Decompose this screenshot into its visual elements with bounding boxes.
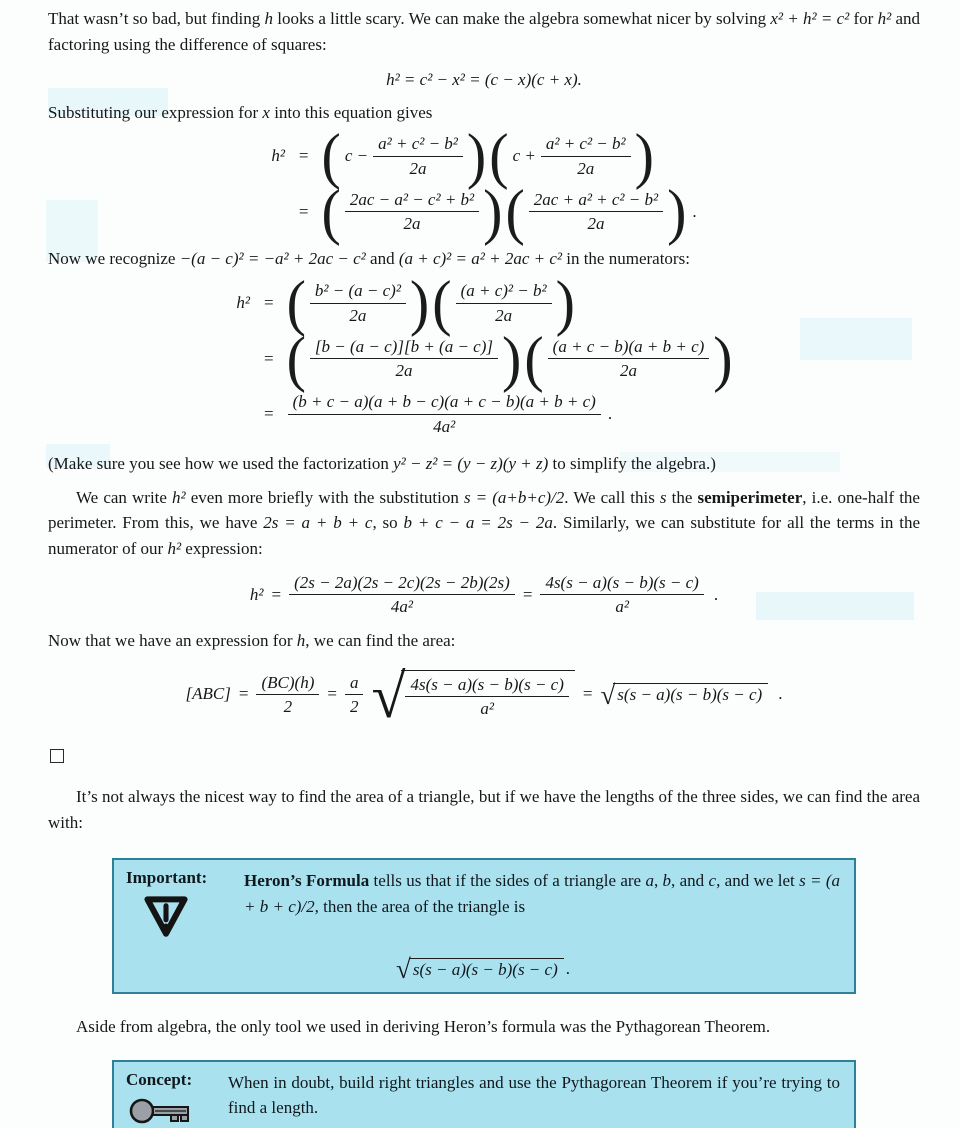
math-denominator: 2a <box>409 158 427 178</box>
math-denominator: 2 <box>283 696 293 716</box>
equals-sign: = <box>263 293 274 313</box>
math-numerator: a <box>345 672 364 695</box>
concept-box-grid <box>126 1070 840 1128</box>
math-numerator: (a + c − b)(a + b + c) <box>548 336 710 359</box>
math-denominator: 2a <box>577 158 595 178</box>
period: . <box>778 684 783 704</box>
math-numerator: a² + c² − b² <box>541 133 631 156</box>
important-box-grid <box>126 868 840 985</box>
math-fraction <box>405 674 568 720</box>
math-numerator: 4s(s − a)(s − b)(s − c) <box>540 572 703 595</box>
equals-sign: = <box>263 348 274 368</box>
math-numerator: (BC)(h) <box>256 672 319 695</box>
paragraph-substituting: Substituting our expression for x into this equation gives <box>48 102 433 122</box>
math-denominator: 2a <box>349 305 367 325</box>
math-fraction <box>529 189 663 235</box>
concept-box-left <box>126 1070 222 1128</box>
warning-icon <box>140 892 238 947</box>
period: . <box>692 201 697 221</box>
math-fraction <box>373 133 463 179</box>
paragraph-recognize: Now we recognize −(a − c)² = −a² + 2ac − c² and (a + c)² = a² + 2ac + c² in the numerators: <box>48 249 690 269</box>
radicand: s(s − a)(s − b)(s − c) <box>613 683 768 705</box>
math-fraction <box>310 280 406 326</box>
math-denominator: 2a <box>403 214 421 234</box>
equation-rhs: ( $\frac{\text{b² − (a − c)²}}{2a}$ ) ( $\frac{\text{(a + c)² − b²}}{2a}$ ) <box>286 267 575 338</box>
math-denominator: 2a <box>395 361 413 381</box>
paragraph-semiperimeter: We can write h² even more briefly with the substitution s = (a+b+c)/2. We call this s the semiperimeter, i.e. one-half the perimeter. From this, we have 2s = a + b + c, so b + c − a = 2s − 2a. Similarly, we can substitute for all the terms in the numerator of our h² expression: <box>48 487 920 559</box>
paragraph-heron-intro: It’s not always the nicest way to find the area of a triangle, but if we have the lengths of the three sides, we can find the area with: <box>48 787 920 833</box>
math-numerator: b² − (a − c)² <box>310 280 406 303</box>
math-denominator: a² <box>480 698 494 718</box>
equation-rhs: ( $\frac{[b - (a - c)][b + (a - c)]}{2a}$ ) ( $\frac{(a + c - b)(a + b + c)}{2a}$ ) <box>286 322 733 394</box>
math-numerator: a² + c² − b² <box>373 133 463 156</box>
period: . <box>565 958 570 978</box>
equation-difference-of-squares: h² = c² − x² = (c − x)(c + x). <box>386 69 582 89</box>
equals-sign: = <box>582 684 593 704</box>
equation-lhs: h² <box>249 584 264 604</box>
equals-sign: = <box>238 684 249 704</box>
square-root <box>396 954 564 985</box>
math-fraction <box>310 336 498 382</box>
equation-lhs: [ABC] <box>185 684 231 704</box>
key-icon <box>128 1096 222 1128</box>
equation-rhs: ( c − $\frac{\text{a² + c² − b²}}{2a}$ ) ( c + $\frac{\text{a² + c² − b²}}{2a}$ ) <box>321 120 654 191</box>
important-label: Important: <box>126 868 208 888</box>
equation-block-factoring <box>48 267 920 437</box>
equation-lhs: h² <box>236 293 250 313</box>
period: . <box>607 404 613 424</box>
math-denominator: 4a² <box>433 416 456 436</box>
radical-sign: √ <box>600 679 616 710</box>
math-fraction <box>345 189 479 235</box>
paragraph-intro: That wasn’t so bad, but finding h looks a little scary. We can make the algebra somewhat nicer by solving x² + h² = c² for h² and factoring using the difference of squares: <box>48 9 921 54</box>
math-denominator: 2a <box>495 305 513 325</box>
period: . <box>713 584 719 604</box>
math-numerator: 2ac − a² − c² + b² <box>345 189 479 212</box>
paragraph-area-intro: Now that we have an expression for h, we can find the area: <box>48 630 456 650</box>
equals-sign: = <box>298 146 309 166</box>
paragraph-factorization-note: (Make sure you see how we used the factorization y² − z² = (y − z)(y + z) to simplify the algebra.) <box>48 453 716 473</box>
math-numerator: (a + c)² − b² <box>456 280 552 303</box>
important-box-left <box>126 868 238 947</box>
math-numerator: 4s(s − a)(s − b)(s − c) <box>405 674 568 697</box>
square-root <box>371 663 574 732</box>
radicand: s(s − a)(s − b)(s − c) <box>409 958 564 980</box>
math-numerator: (2s − 2a)(2s − 2c)(2s − 2b)(2s) <box>289 572 515 595</box>
math-term: c − <box>344 146 369 166</box>
radicand <box>401 670 574 720</box>
equals-sign: = <box>271 584 282 604</box>
math-fraction <box>288 391 601 437</box>
math-fraction <box>256 672 319 718</box>
equation-block-substitution <box>48 120 920 247</box>
important-box <box>112 858 856 994</box>
equation-rhs <box>288 391 613 437</box>
math-term: c + <box>512 146 536 166</box>
heron-formula <box>126 954 840 985</box>
math-fraction <box>540 572 703 618</box>
concept-label: Concept: <box>126 1069 193 1089</box>
math-fraction <box>541 133 631 179</box>
math-denominator: 2a <box>619 361 637 381</box>
equation-area <box>48 663 920 732</box>
equals-sign: = <box>298 201 309 221</box>
math-fraction <box>548 336 710 382</box>
math-numerator: 2ac + a² + c² − b² <box>529 189 663 212</box>
radical-sign: √ <box>396 954 411 985</box>
math-denominator: 2 <box>349 696 359 716</box>
paragraph-aside: Aside from algebra, the only tool we used in deriving Heron’s formula was the Pythagorean Theorem. <box>76 1017 771 1037</box>
equation-rhs: ( $\frac{\text{2ac − a² − c² + b²}}{2a}$ ) ( $\frac{\text{2ac + a² + c² − b²}}{2a}$ ) . <box>321 176 697 247</box>
concept-body: When in doubt, build right triangles and use the Pythagorean Theorem if you’re trying to find a length. <box>228 1072 840 1118</box>
important-body: Heron’s Formula tells us that if the sides of a triangle are a, b, and c, and we let s = (a + b + c)/2, then the area of the triangle is <box>244 871 840 916</box>
equals-sign: = <box>327 684 337 704</box>
math-fraction <box>289 572 515 618</box>
math-denominator: 4a² <box>390 597 414 617</box>
math-fraction <box>456 280 552 326</box>
equation-semiperimeter <box>48 572 920 618</box>
math-numerator: [b − (a − c)][b + (a − c)] <box>310 336 498 359</box>
proof-end-square <box>50 749 64 763</box>
equals-sign: = <box>522 584 533 604</box>
square-root <box>600 681 768 708</box>
math-numerator: (b + c − a)(a + b − c)(a + c − b)(a + b + c) <box>288 391 601 414</box>
math-denominator: a² <box>615 597 629 617</box>
radical-sign: √ <box>371 663 406 732</box>
concept-box <box>112 1060 856 1128</box>
math-fraction <box>345 672 364 718</box>
equation-lhs: h² <box>271 146 285 166</box>
math-denominator: 2a <box>587 214 605 234</box>
equals-sign: = <box>263 404 274 424</box>
